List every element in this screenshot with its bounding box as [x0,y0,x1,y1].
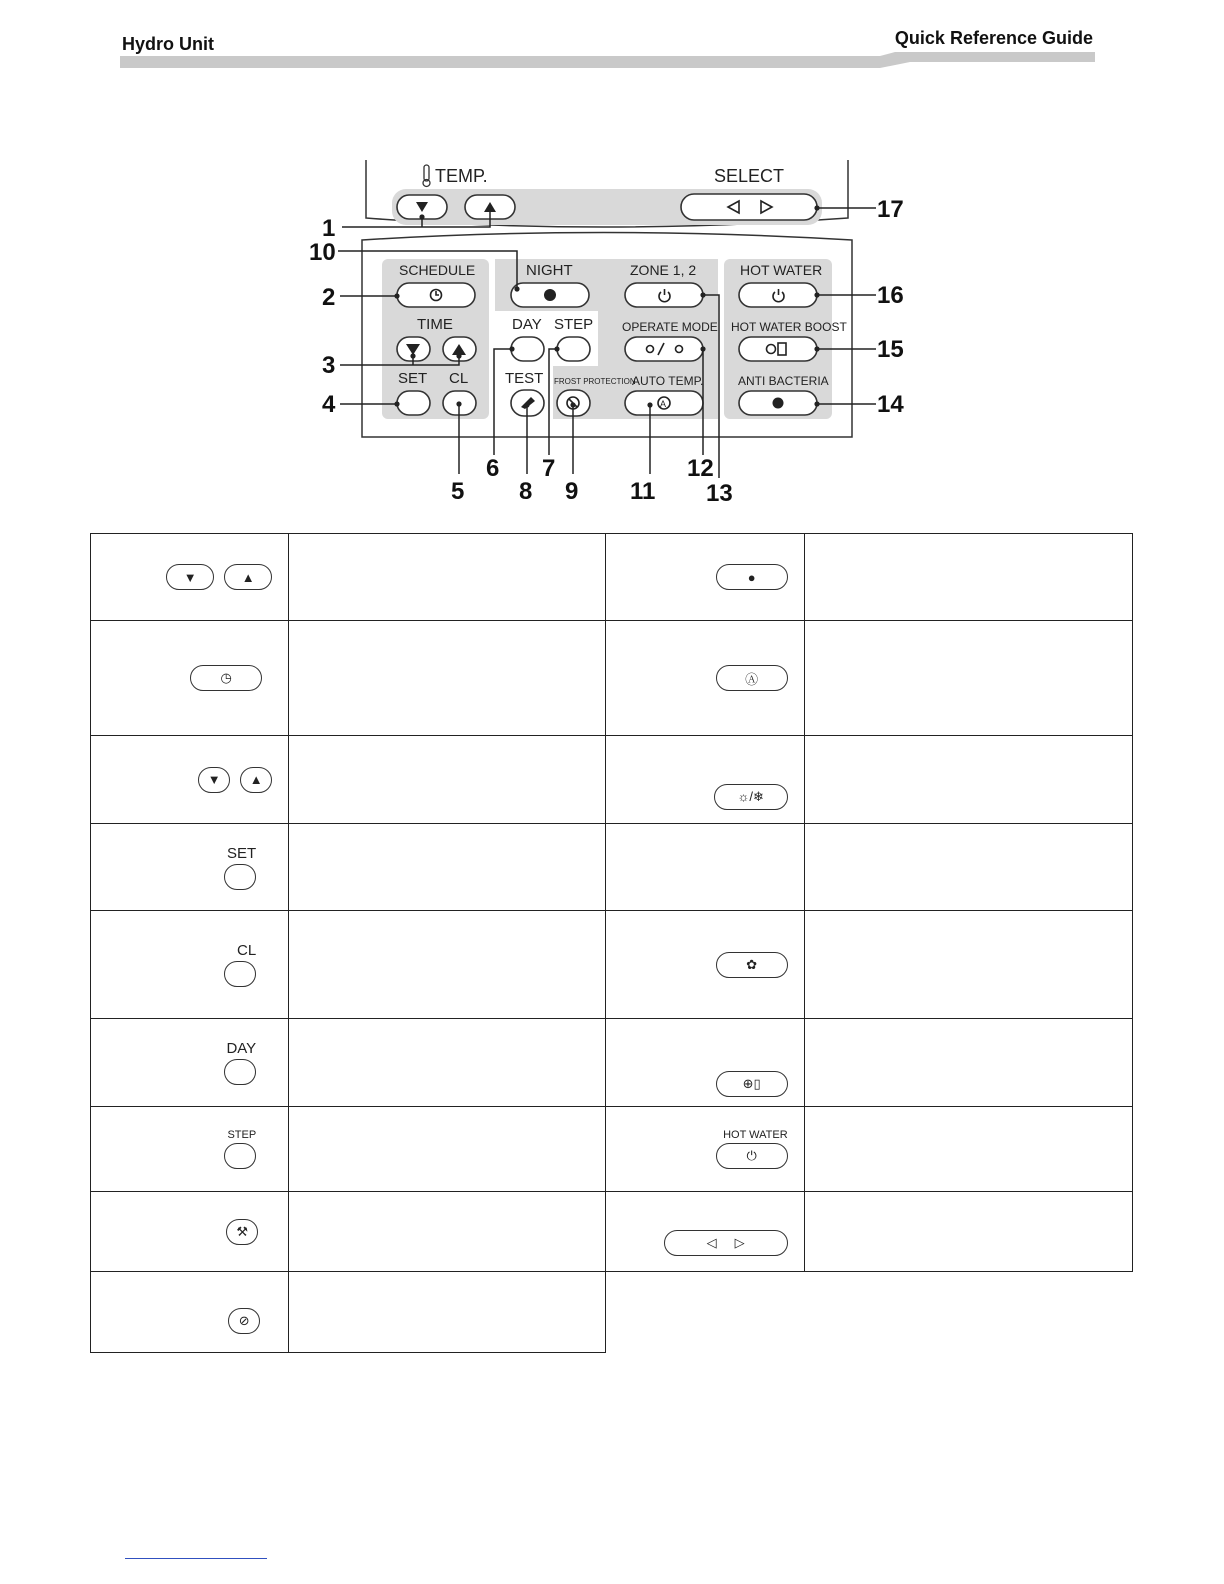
footer-rule [125,1558,267,1559]
anti-bacteria-icon [773,398,784,409]
callout-6: 6 [486,455,500,482]
panel-label-test: TEST [505,370,544,387]
panel-label-cl: CL [449,370,469,387]
sun-snow-icon: ☼/❄ [714,784,788,810]
description-cell [289,1107,606,1192]
description-cell [804,1107,1132,1192]
callout-1: 1 [322,215,336,242]
callout-9: 9 [565,478,579,505]
panel-label-hot-water: HOT WATER [740,262,823,278]
description-cell [804,1192,1132,1272]
panel-label-schedule: SCHEDULE [399,262,476,278]
right-arrow-icon: ▷ [734,1234,745,1250]
table-row [91,824,1133,911]
panel-label-operate-mode: OPERATE MODE [622,320,718,334]
frost-icon: ⊘ [228,1308,260,1334]
callout-8: 8 [519,478,533,505]
table-row [91,736,1133,824]
description-cell [804,621,1132,736]
operate-mode-button[interactable] [625,337,703,361]
description-cell [804,736,1132,824]
reference-table [90,533,1133,1353]
panel-label-temp: TEMP. [435,166,488,186]
set-button-icon [224,864,256,890]
set-button[interactable] [397,391,430,415]
step-button-icon [224,1143,256,1169]
night-icon [544,289,556,301]
clock-icon: ◷ [190,665,262,691]
step-button[interactable] [557,337,590,361]
cl-label: CL [237,942,257,959]
table-row [91,534,1133,621]
panel-label-auto-temp: AUTO TEMP. [632,374,704,388]
panel-label-set: SET [398,370,428,387]
callout-5: 5 [451,478,465,505]
panel-label-anti-bacteria: ANTI BACTERIA [738,374,829,388]
control-panel-diagram [0,0,1224,520]
description-cell [289,824,606,911]
description-cell [289,534,606,621]
panel-label-step: STEP [554,316,594,333]
header-right-title: Quick Reference Guide [894,28,1093,48]
callout-14: 14 [877,391,904,418]
table-row [91,621,1133,736]
description-cell [289,911,606,1019]
left-arrow-icon: ◁ [706,1234,717,1250]
wrench-icon: ⚒ [226,1219,258,1245]
callout-11: 11 [630,478,656,505]
panel-label-hot-water-boost: HOT WATER BOOST [731,320,847,334]
day-button-icon [224,1059,256,1085]
description-cell [289,621,606,736]
header-left-title: Hydro Unit [122,34,214,54]
up-arrow-icon: ▲ [224,564,272,590]
panel-label-select: SELECT [714,166,785,186]
description-cell [289,1192,606,1272]
description-cell [804,911,1132,1019]
panel-label-day: DAY [512,316,542,333]
description-cell [804,1019,1132,1107]
callout-4: 4 [322,391,336,418]
down-arrow-icon: ▼ [198,767,230,793]
power-icon: ⏻ [716,1143,788,1169]
callout-2: 2 [322,284,336,311]
callout-3: 3 [322,352,336,379]
hot-water-label: HOT WATER [723,1129,788,1141]
panel-label-frost-protection: FROST PROTECTION [554,377,636,386]
night-icon: ● [716,564,788,590]
table-row [91,911,1133,1019]
panel-label-zone: ZONE 1, 2 [630,262,697,278]
callout-7: 7 [542,455,556,482]
down-arrow-icon: ▼ [166,564,214,590]
svg-text:A: A [660,399,667,409]
table-row [91,1192,1133,1272]
table-row [91,1107,1133,1192]
day-label: DAY [226,1040,257,1057]
step-label: STEP [227,1129,257,1141]
day-button[interactable] [511,337,544,361]
select-button[interactable] [681,194,817,220]
table-row [91,1019,1133,1107]
set-label: SET [227,844,257,862]
description-cell [289,736,606,824]
boost-icon: ⊕▯ [716,1071,788,1097]
auto-temp-icon: Ⓐ [716,665,788,691]
description-cell [804,534,1132,621]
up-arrow-icon: ▲ [240,767,272,793]
callout-15: 15 [877,336,904,363]
panel-label-night: NIGHT [526,262,573,279]
description-cell [289,1019,606,1107]
anti-bacteria-icon: ✿ [716,952,788,978]
callout-10: 10 [309,239,336,266]
panel-label-time: TIME [417,316,453,333]
description-cell [804,824,1132,911]
callout-16: 16 [877,282,904,309]
callout-17: 17 [877,196,904,223]
icon-cell [606,824,804,911]
table-row [91,1272,1133,1353]
callout-12: 12 [687,455,714,482]
callout-13: 13 [706,480,733,507]
cl-button-icon [224,961,256,987]
description-cell [289,1272,606,1353]
